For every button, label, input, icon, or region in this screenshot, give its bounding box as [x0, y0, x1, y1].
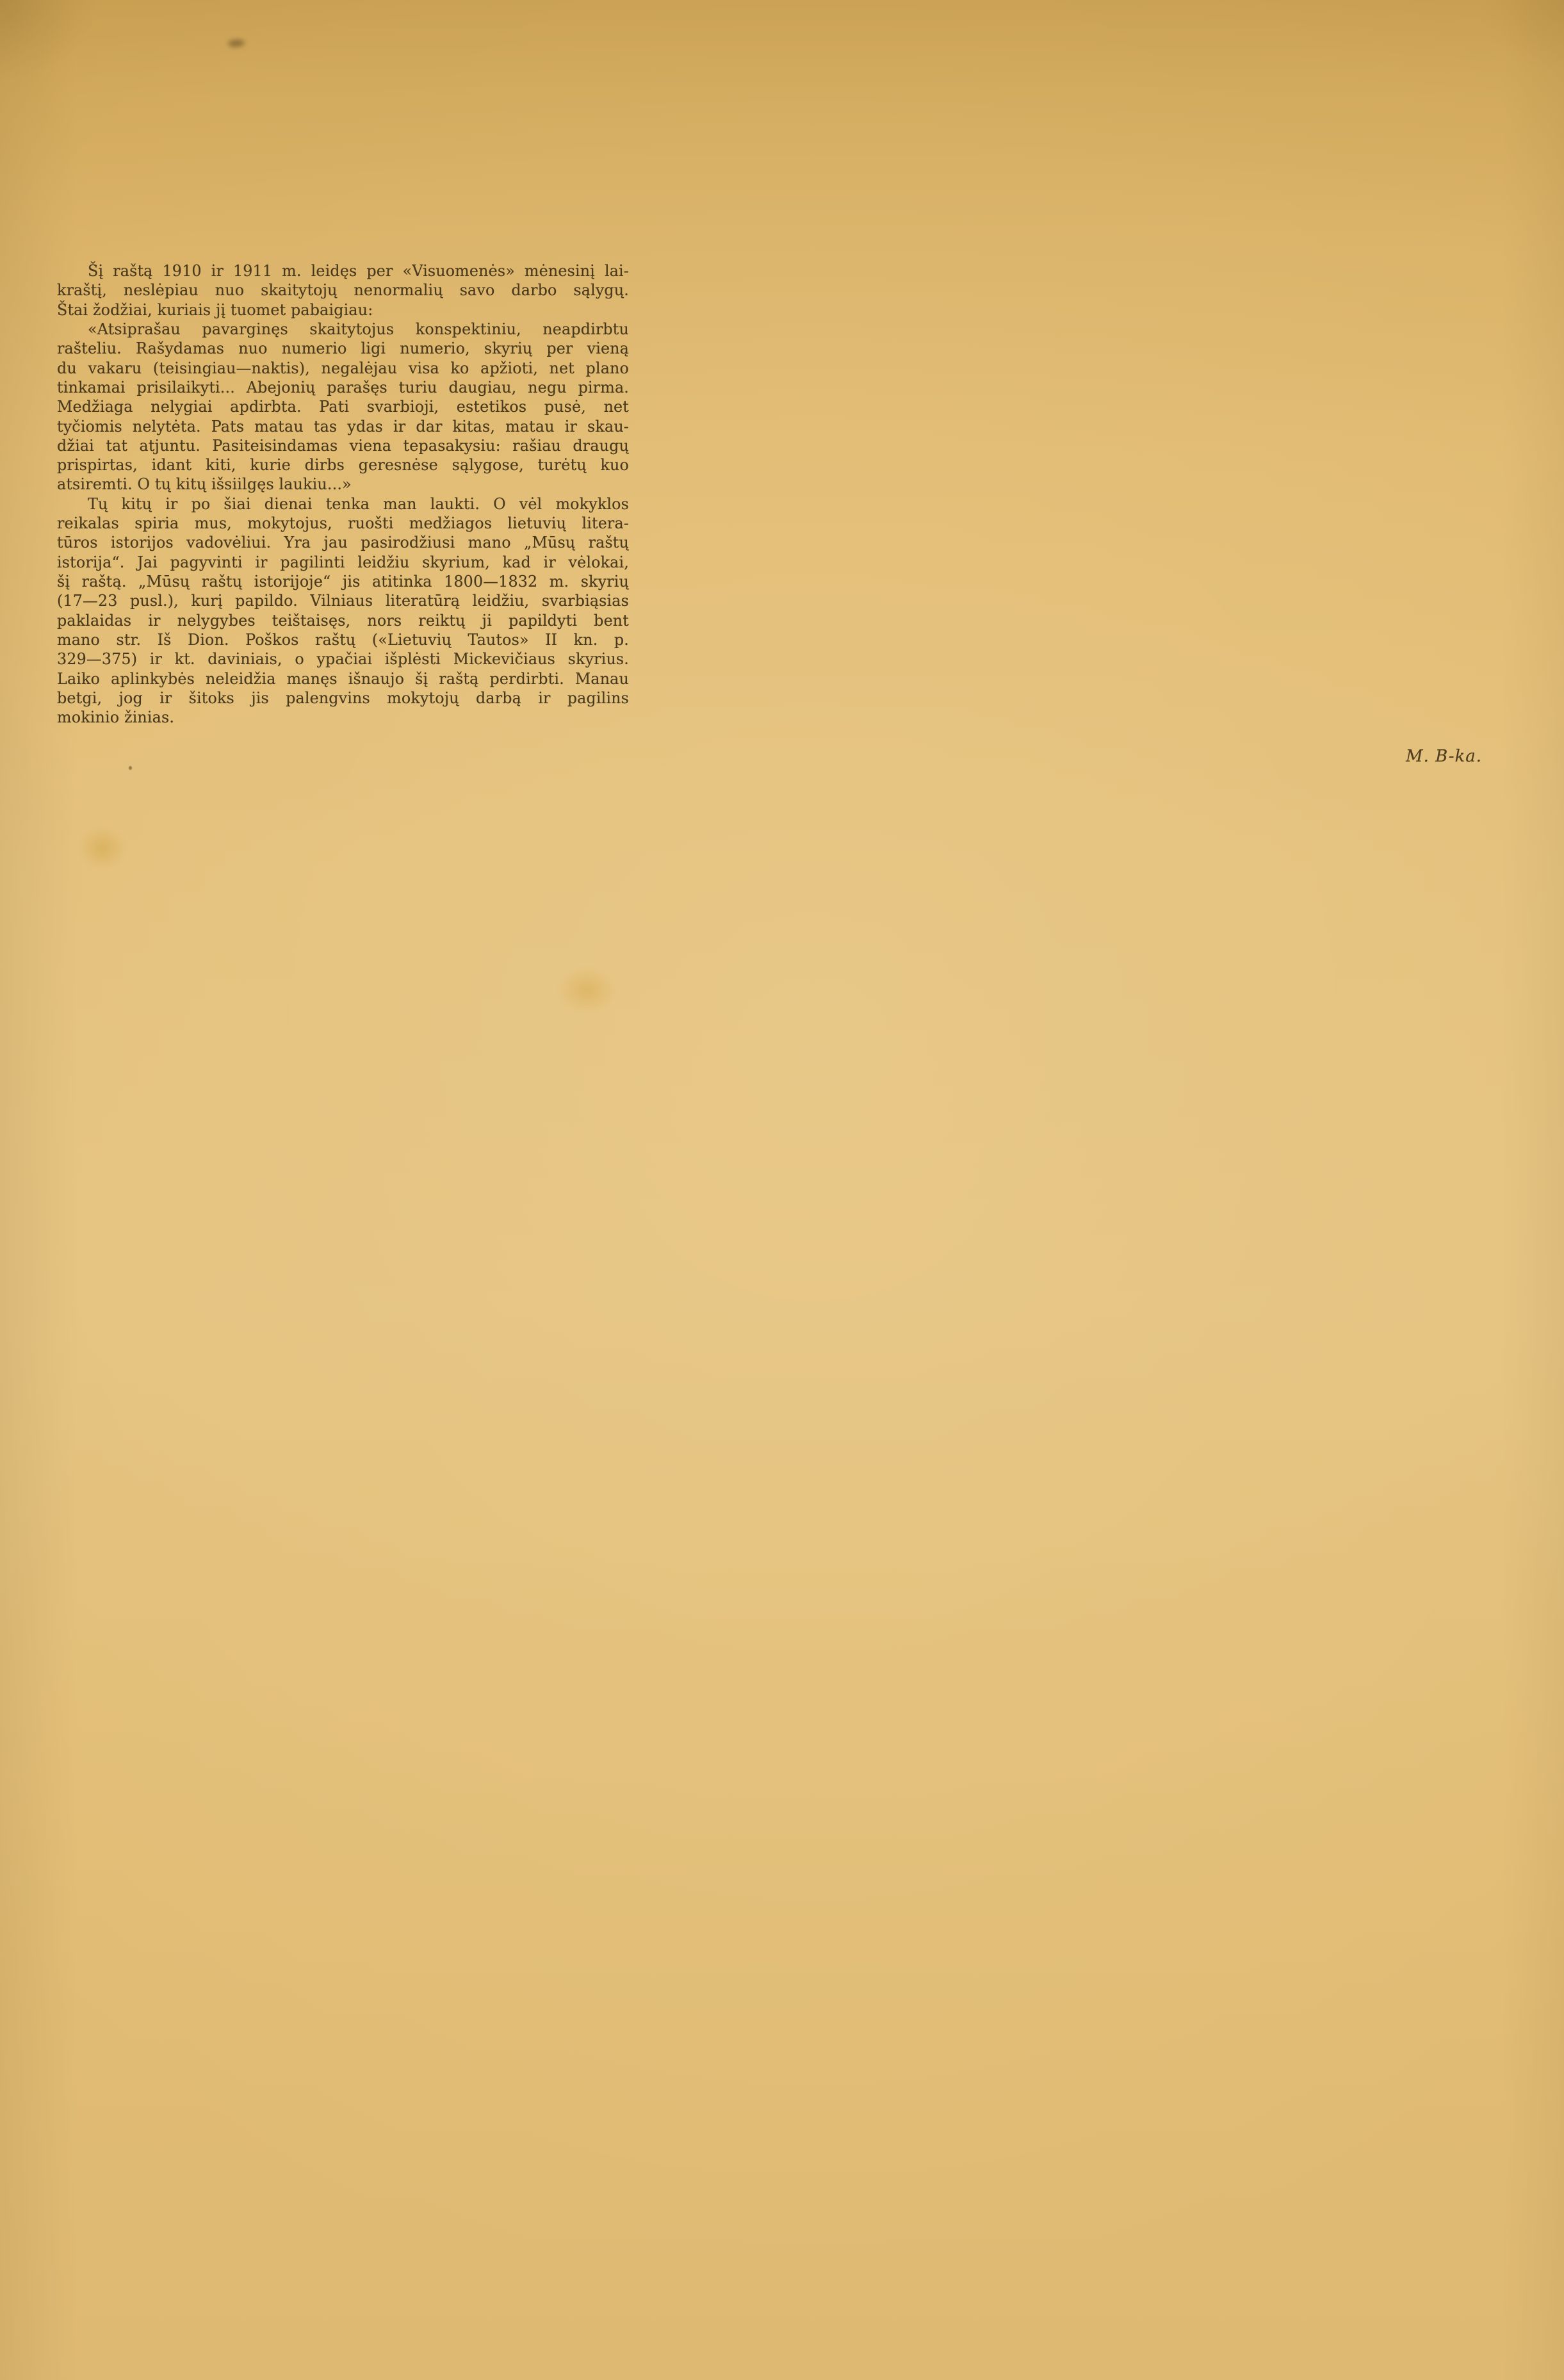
- text-line: du vakaru (teisingiau—naktis), negalėjau visa ko apžioti, net plano: [57, 359, 629, 377]
- text-line: rašteliu. Rašydamas nuo numerio ligi numerio, skyrių per vieną: [57, 339, 629, 358]
- paper-stain: [69, 819, 136, 877]
- text-line: tūros istorijos vadovėliui. Yra jau pasirodžiusi mano „Mūsų raštų: [57, 534, 629, 552]
- text-line: «Atsiprašau pavarginęs skaitytojus konspektiniu, neapdirbtu: [88, 320, 629, 338]
- text-line: kraštį, neslėpiau nuo skaitytojų nenormalių savo darbo sąlygų.: [57, 281, 629, 300]
- text-line: tyčiomis nelytėta. Pats matau tas ydas ir dar kitas, matau ir skau-: [57, 417, 629, 436]
- text-line: mano str. Iš Dion. Poškos raštų («Lietuvių Tautos» II kn. p.: [57, 630, 629, 649]
- author-signature: M. B-ka.: [1405, 747, 1482, 766]
- text-line: reikalas spiria mus, mokytojus, ruošti medžiagos lietuvių litera-: [57, 514, 629, 533]
- text-line: prispirtas, idant kiti, kurie dirbs geresnėse sąlygose, turėtų kuo: [57, 456, 629, 475]
- text-line: Laiko aplinkybės neleidžia manęs išnaujo šį raštą perdirbti. Manau: [57, 669, 629, 688]
- page-text: [57, 261, 629, 728]
- ink-smudge: [228, 39, 245, 47]
- text-line: 329—375) ir kt. daviniais, o ypačiai išplėsti Mickevičiaus skyrius.: [57, 650, 629, 669]
- paper-stain: [546, 958, 629, 1022]
- text-line: istorija“. Jai pagyvinti ir pagilinti leidžiu skyrium, kad ir vėlokai,: [57, 553, 629, 571]
- paragraph: [57, 261, 629, 320]
- text-line: tinkamai prisilaikyti... Abejonių parašęs turiu daugiau, negu pirma.: [57, 378, 629, 396]
- text-line: džiai tat atjuntu. Pasiteisindamas viena tepasakysiu: rašiau draugų: [57, 436, 629, 455]
- text-line: šį raštą. „Mūsų raštų istorijoje“ jis atitinka 1800—1832 m. skyrių: [57, 573, 629, 591]
- paragraph: [57, 494, 629, 728]
- text-line: Štai žodžiai, kuriais jį tuomet pabaigiau:: [57, 300, 373, 319]
- text-line: Šį raštą 1910 ir 1911 m. leidęs per «Visuomenės» mėnesinį lai-: [88, 262, 629, 280]
- paragraph: [57, 320, 629, 494]
- text-line: atsiremti. O tų kitų išsiilgęs laukiu...»: [57, 475, 352, 494]
- text-line: (17—23 pusl.), kurį papildo. Vilniaus literatūrą leidžiu, svarbiąsias: [57, 592, 629, 610]
- text-line: paklaidas ir nelygybes teištaisęs, nors reiktų ji papildyti bent: [57, 611, 629, 630]
- text-line: Tų kitų ir po šiai dienai tenka man laukti. O vėl mokyklos: [88, 494, 629, 513]
- text-line: mokinio žinias.: [57, 708, 175, 727]
- text-line: Medžiaga nelygiai apdirbta. Pati svarbioji, estetikos pusė, net: [57, 398, 629, 416]
- paper-speck: [129, 766, 132, 770]
- text-line: betgi, jog ir šitoks jis palengvins mokytojų darbą ir pagilins: [57, 689, 629, 707]
